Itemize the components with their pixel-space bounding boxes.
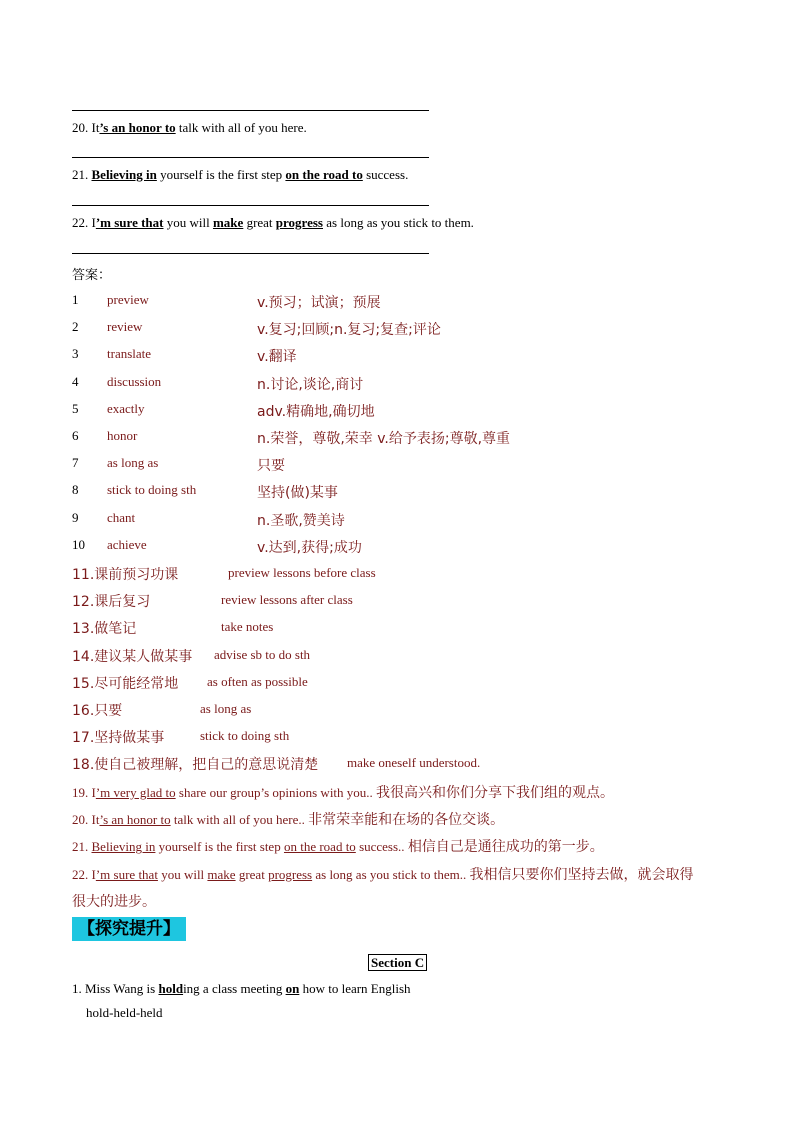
vocab-word: stick to doing sth	[107, 482, 197, 498]
phrase-english: make oneself understood.	[347, 755, 481, 771]
vocab-meaning: v.翻译	[257, 349, 297, 366]
vocab-meaning: v.达到,获得;成功	[257, 539, 362, 556]
vocab-meaning: v.复习;回顾;n.复习;复查;评论	[257, 322, 441, 339]
section-title-wrap	[368, 954, 427, 972]
chinese-translation: 非常荣幸能和在场的各位交谈。	[308, 812, 505, 829]
text: you will	[163, 215, 213, 230]
vocab-meaning: v.预习；试演；预展	[257, 295, 381, 311]
vocab-number: 3	[72, 346, 79, 362]
text: great	[235, 866, 269, 882]
phrase-english: as often as possible	[207, 673, 308, 689]
text: It	[91, 120, 100, 135]
text: how to learn English	[299, 981, 411, 996]
blank-line	[72, 157, 429, 158]
vocab-number: 7	[72, 455, 79, 471]
answer-sentence	[72, 782, 614, 802]
phrase-chinese: 17.坚持做某事	[72, 730, 165, 747]
vocab-number: 1	[72, 292, 79, 307]
text: I	[91, 215, 96, 230]
text: ing a class meeting	[183, 981, 286, 996]
vocab-meaning: 坚持(做)某事	[257, 485, 338, 502]
phrase-chinese: 14.建议某人做某事	[72, 648, 193, 665]
text: as long as you stick to them..	[312, 866, 470, 882]
answer-label: 答案：	[72, 268, 112, 283]
question-number: 20.	[72, 120, 92, 135]
vocab-number: 5	[72, 400, 79, 416]
emphasis-text: hold	[158, 981, 184, 996]
chinese-translation: 相信自己是通往成功的第一步。	[407, 839, 604, 856]
section-banner: 【探究提升】	[72, 917, 186, 941]
text: success.	[362, 167, 409, 182]
vocab-word: review	[107, 319, 143, 335]
phrase-chinese: 15.尽可能经常地	[72, 675, 179, 692]
vocab-word: translate	[107, 346, 152, 362]
text: talk with all of you here.	[175, 120, 307, 135]
underlined-text: ’m very glad to	[95, 785, 176, 800]
underlined-text: ’m sure that	[95, 866, 158, 882]
vocab-number: 2	[72, 319, 79, 335]
underlined-text: on the road to	[283, 839, 356, 855]
text: yourself is the first step	[155, 839, 284, 855]
question-21	[72, 167, 408, 183]
phrase-chinese: 18.使自己被理解，把自己的意思说清楚	[72, 757, 319, 774]
vocab-word: achieve	[107, 536, 147, 552]
phrase-chinese: 13.做笔记	[72, 621, 137, 638]
answer-sentence	[72, 809, 504, 829]
phrase-chinese: 11.课前预习功课	[72, 567, 179, 583]
underlined-text: make	[207, 866, 236, 882]
question-number: 22.	[72, 215, 92, 230]
text: 19. I	[72, 785, 96, 800]
item-1-forms: hold-held-held	[86, 1005, 163, 1020]
emphasis-text: progress	[275, 215, 323, 230]
vocab-number: 8	[72, 482, 79, 498]
emphasis-text: Believing in	[91, 167, 157, 182]
emphasis-text: ’m sure that	[95, 215, 164, 230]
vocab-meaning: n.讨论,谈论,商讨	[257, 376, 364, 393]
question-number: 21.	[72, 167, 92, 182]
emphasis-text: make	[212, 215, 244, 230]
vocab-number: 4	[72, 373, 79, 389]
vocab-word: preview	[107, 292, 149, 307]
vocab-word: chant	[107, 509, 136, 525]
text: 1. Miss Wang is	[72, 981, 159, 996]
text: as long as you stick to them.	[323, 215, 474, 230]
section-title: Section C	[368, 954, 427, 971]
chinese-translation: 我相信只要你们坚持去做，就会取得	[469, 866, 694, 883]
vocab-meaning: 只要	[257, 458, 285, 475]
vocab-word: discussion	[107, 373, 162, 389]
phrase-english: preview lessons before class	[228, 565, 376, 580]
answer-sentence	[72, 864, 694, 884]
emphasis-text: on the road to	[285, 167, 363, 182]
vocab-meaning: n.荣誉，尊敬,荣幸 v.给予表扬;尊敬,尊重	[257, 431, 511, 447]
vocab-meaning: n.圣歌,赞美诗	[257, 512, 345, 529]
phrase-chinese: 16.只要	[72, 703, 123, 719]
emphasis-text: on	[285, 981, 300, 996]
text: success..	[355, 839, 408, 855]
vocab-word: as long as	[107, 455, 159, 471]
underlined-text: Believing in	[91, 839, 156, 855]
text: great	[243, 215, 276, 230]
text: you will	[157, 866, 208, 882]
vocab-word: exactly	[107, 400, 145, 416]
chinese-translation: 我很高兴和你们分享下我们组的观点。	[376, 785, 615, 801]
vocab-word: honor	[107, 428, 138, 443]
text: 20. It	[72, 812, 100, 828]
text: 21.	[72, 839, 92, 855]
question-20	[72, 120, 307, 136]
phrase-english: as long as	[200, 701, 252, 716]
text: share our group’s opinions with you..	[175, 785, 377, 800]
emphasis-text: ’s an honor to	[99, 120, 176, 135]
phrase-english: stick to doing sth	[200, 728, 290, 744]
vocab-number: 6	[72, 428, 79, 443]
underlined-text: progress	[268, 866, 313, 882]
text: yourself is the first step	[156, 167, 286, 182]
blank-line	[72, 205, 429, 206]
blank-line	[72, 110, 429, 111]
vocab-number: 9	[72, 509, 79, 525]
vocab-meaning: adv.精确地,确切地	[257, 403, 375, 420]
phrase-english: advise sb to do sth	[214, 646, 311, 662]
text: talk with all of you here..	[170, 812, 309, 828]
question-22	[72, 215, 474, 231]
sentence-22-wrap: 很大的进步。	[72, 894, 156, 910]
text: 22. I	[72, 866, 96, 882]
phrase-english: take notes	[221, 619, 274, 635]
blank-line	[72, 253, 429, 254]
vocab-number: 10	[72, 536, 85, 552]
answer-sentence	[72, 836, 604, 856]
phrase-english: review lessons after class	[221, 592, 353, 608]
item-1	[72, 981, 411, 997]
phrase-chinese: 12.课后复习	[72, 594, 151, 611]
underlined-text: ’s an honor to	[99, 812, 171, 828]
